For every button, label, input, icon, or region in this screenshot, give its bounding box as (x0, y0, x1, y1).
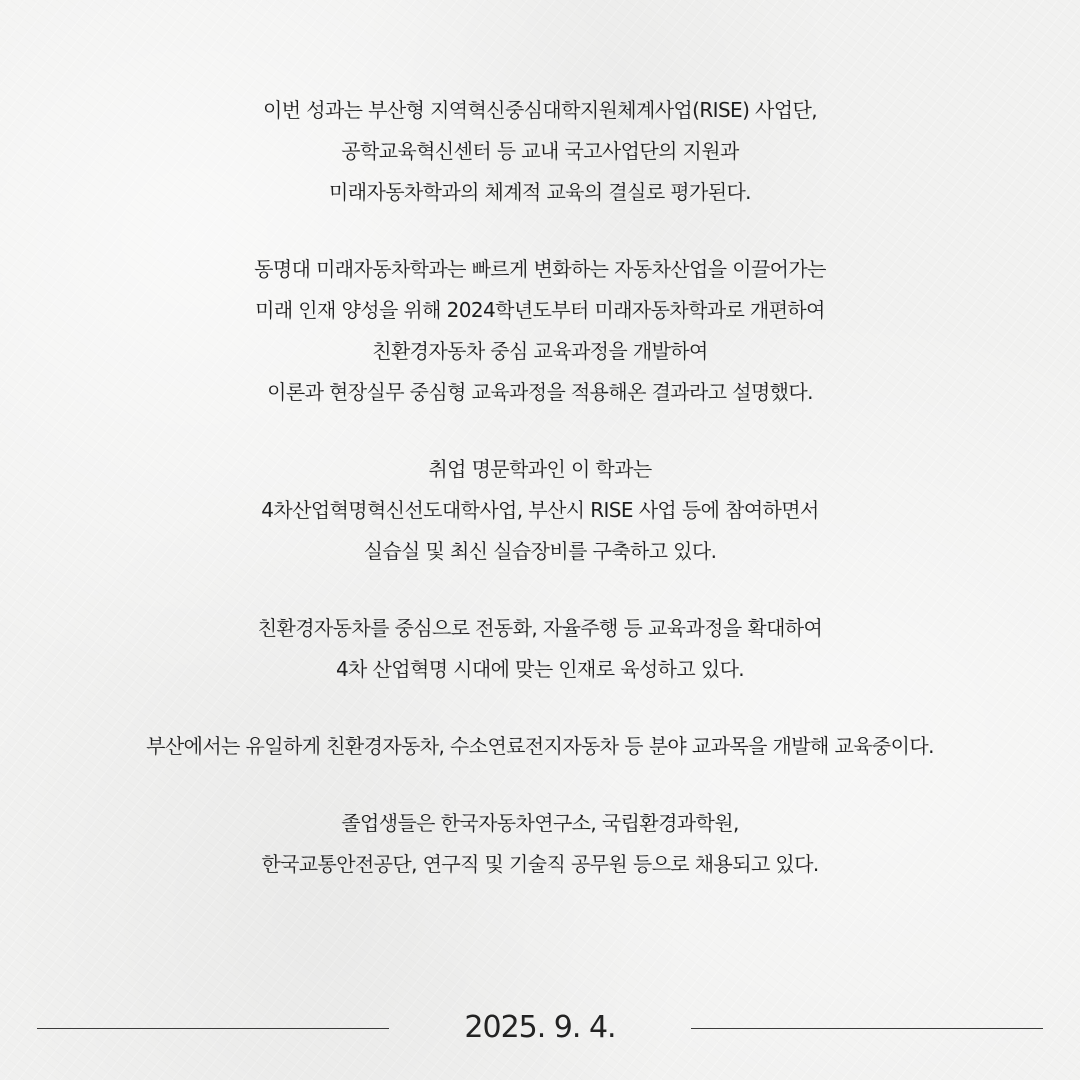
text-line: 한국교통안전공단, 연구직 및 기술직 공무원 등으로 채용되고 있다. (261, 852, 819, 876)
text-line: 4차 산업혁명 시대에 맞는 인재로 육성하고 있다. (335, 657, 745, 681)
paragraph-unique-courses (0, 726, 1080, 767)
text-line: 4차산업혁명혁신선도대학사업, 부산시 RISE 사업 등에 참여하면서 (261, 498, 819, 522)
footer (0, 1005, 1080, 1051)
paragraph-facilities (0, 449, 1080, 572)
paragraph-department-reorganization (0, 249, 1080, 413)
text-line: 졸업생들은 한국자동차연구소, 국립환경과학원, (341, 811, 739, 835)
text-line: 미래자동차학과의 체계적 교육의 결실로 평가된다. (329, 180, 751, 204)
paragraph-rise-achievement (0, 90, 1080, 213)
divider-right (691, 1028, 1043, 1029)
text-line: 실습실 및 최신 실습장비를 구축하고 있다. (363, 539, 717, 563)
paragraph-graduates (0, 803, 1080, 885)
publication-date: 2025. 9. 4. (464, 1010, 616, 1045)
text-line: 취업 명문학과인 이 학과는 (428, 457, 652, 481)
divider-left (37, 1028, 389, 1029)
text-line: 친환경자동차를 중심으로 전동화, 자율주행 등 교육과정을 확대하여 (257, 616, 823, 640)
article-body (0, 90, 1080, 921)
text-line: 이번 성과는 부산형 지역혁신중심대학지원체계사업(RISE) 사업단, (263, 98, 817, 122)
text-line: 이론과 현장실무 중심형 교육과정을 적용해온 결과라고 설명했다. (267, 380, 813, 404)
text-line: 미래 인재 양성을 위해 2024학년도부터 미래자동차학과로 개편하여 (255, 298, 825, 322)
paragraph-curriculum (0, 608, 1080, 690)
text-line: 부산에서는 유일하게 친환경자동차, 수소연료전지자동차 등 분야 교과목을 개발해 교육중이다. (146, 734, 934, 758)
text-line: 공학교육혁신센터 등 교내 국고사업단의 지원과 (341, 139, 739, 163)
text-line: 친환경자동차 중심 교육과정을 개발하여 (372, 339, 708, 363)
text-line: 동명대 미래자동차학과는 빠르게 변화하는 자동차산업을 이끌어가는 (254, 257, 826, 281)
